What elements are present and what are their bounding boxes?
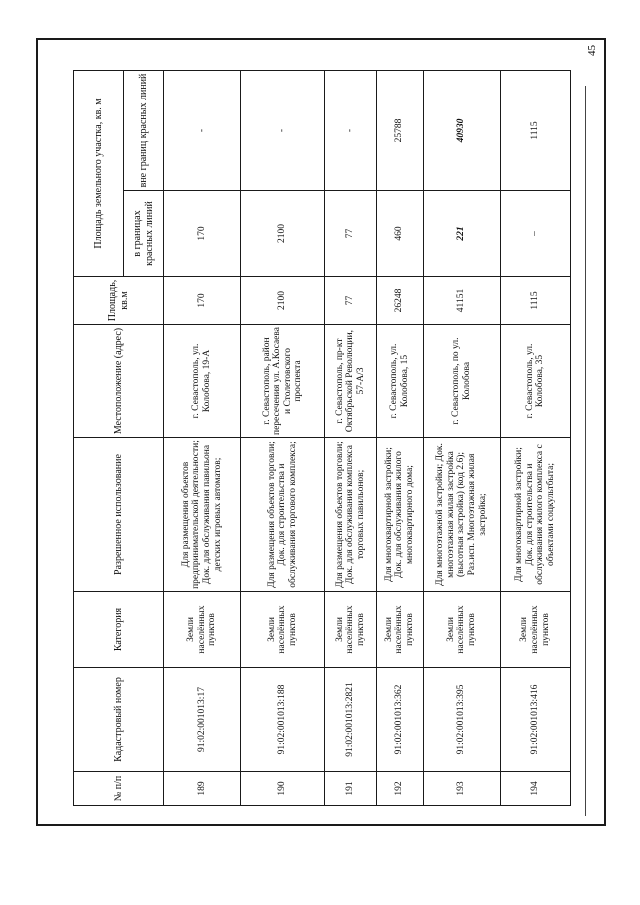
cell-category: Земли населённых пунктов	[241, 592, 325, 668]
cell-use: Для размещения объектов торговли; Док. для обслуживания комплекса торговых павильонов;	[325, 438, 376, 592]
header-category: Категория	[74, 592, 164, 668]
page-rule	[585, 86, 586, 816]
header-cadastral: Кадастровый номер	[74, 668, 164, 772]
cell-cadastral: 91:02:001013:2821	[325, 668, 376, 772]
cell-cadastral: 91:02:001013:416	[500, 668, 570, 772]
cell-location: г. Севастополь, район пересечения ул. А.Косаева и Столетовского проспекта	[241, 325, 325, 438]
cell-area: 170	[164, 277, 241, 325]
cell-outside: 40930	[423, 71, 500, 191]
cell-inside: 77	[325, 191, 376, 277]
cell-location: г. Севастополь, ул. Колобова, 15	[376, 325, 423, 438]
cell-category: Земли населённых пунктов	[376, 592, 423, 668]
cell-inside: 221	[423, 191, 500, 277]
table-row	[164, 71, 241, 806]
cell-outside: -	[241, 71, 325, 191]
cell-inside: –	[500, 191, 570, 277]
header-area: Площадь, кв.м	[74, 277, 164, 325]
table-row	[241, 71, 325, 806]
cell-outside: -	[325, 71, 376, 191]
cell-category: Земли населённых пунктов	[325, 592, 376, 668]
cell-use: Для размещения объектов предпринимательской деятельности; Док. для обслуживания павильона детских игровых автоматов;	[164, 438, 241, 592]
cell-num: 190	[241, 772, 325, 806]
cell-area: 26248	[376, 277, 423, 325]
cell-use: Для многоэтажной застройки; Док. многоэтажная жилая застройка (высотная застройка) (код 2.6); Раз.исп. Многоэтажная жилая застройка;	[423, 438, 500, 592]
page-number: 45	[586, 45, 598, 56]
cell-num: 191	[325, 772, 376, 806]
table-row	[376, 71, 423, 806]
cell-num: 193	[423, 772, 500, 806]
cell-num: 194	[500, 772, 570, 806]
cell-cadastral: 91:02:001013:17	[164, 668, 241, 772]
header-outside-red: вне границ красных линий	[124, 71, 164, 191]
cell-area: 2100	[241, 277, 325, 325]
cell-cadastral: 91:02:001013:188	[241, 668, 325, 772]
cell-inside: 460	[376, 191, 423, 277]
header-land-area: Площадь земельного участка, кв. м	[74, 71, 124, 277]
cell-area: 77	[325, 277, 376, 325]
cell-area: 1115	[500, 277, 570, 325]
cell-location: г. Севастополь, по ул. Колобова	[423, 325, 500, 438]
cell-cadastral: 91:02:001013:362	[376, 668, 423, 772]
table-row	[500, 71, 570, 806]
cell-outside: 25788	[376, 71, 423, 191]
cell-num: 192	[376, 772, 423, 806]
cell-outside: 1115	[500, 71, 570, 191]
table-row	[423, 71, 500, 806]
cell-category: Земли населённых пунктов	[164, 592, 241, 668]
cell-outside: -	[164, 71, 241, 191]
table-row	[325, 71, 376, 806]
cell-num: 189	[164, 772, 241, 806]
cell-use: Для многоквартирной застройки; Док. для строительства и обслуживания жилого комплекса с объектами соцкультбыта;	[500, 438, 570, 592]
cell-location: г. Севастополь, пр-кт Октябрьской Революции, 57-А/3	[325, 325, 376, 438]
header-permitted-use: Разрешенное использование	[74, 438, 164, 592]
cell-location: г. Севастополь, ул. Колобова, 35	[500, 325, 570, 438]
header-location: Местоположение (адрес)	[74, 325, 164, 438]
rotated-table-container	[73, 71, 571, 806]
cell-inside: 170	[164, 191, 241, 277]
cell-cadastral: 91:02:001013:395	[423, 668, 500, 772]
header-inside-red: в границах красных линий	[124, 191, 164, 277]
cell-use: Для многоквартирной застройки; Док. для обслуживания жилого многоквартирного дома;	[376, 438, 423, 592]
cell-area: 41151	[423, 277, 500, 325]
cell-use: Для размещения объектов торговли; Док. для строительства и обслуживания торгового комплекса;	[241, 438, 325, 592]
land-plots-table	[73, 70, 571, 806]
cell-category: Земли населённых пунктов	[500, 592, 570, 668]
header-num: № п/п	[74, 772, 164, 806]
cell-location: г. Севастополь, ул. Колобова, 19-А	[164, 325, 241, 438]
cell-category: Земли населённых пунктов	[423, 592, 500, 668]
cell-inside: 2100	[241, 191, 325, 277]
